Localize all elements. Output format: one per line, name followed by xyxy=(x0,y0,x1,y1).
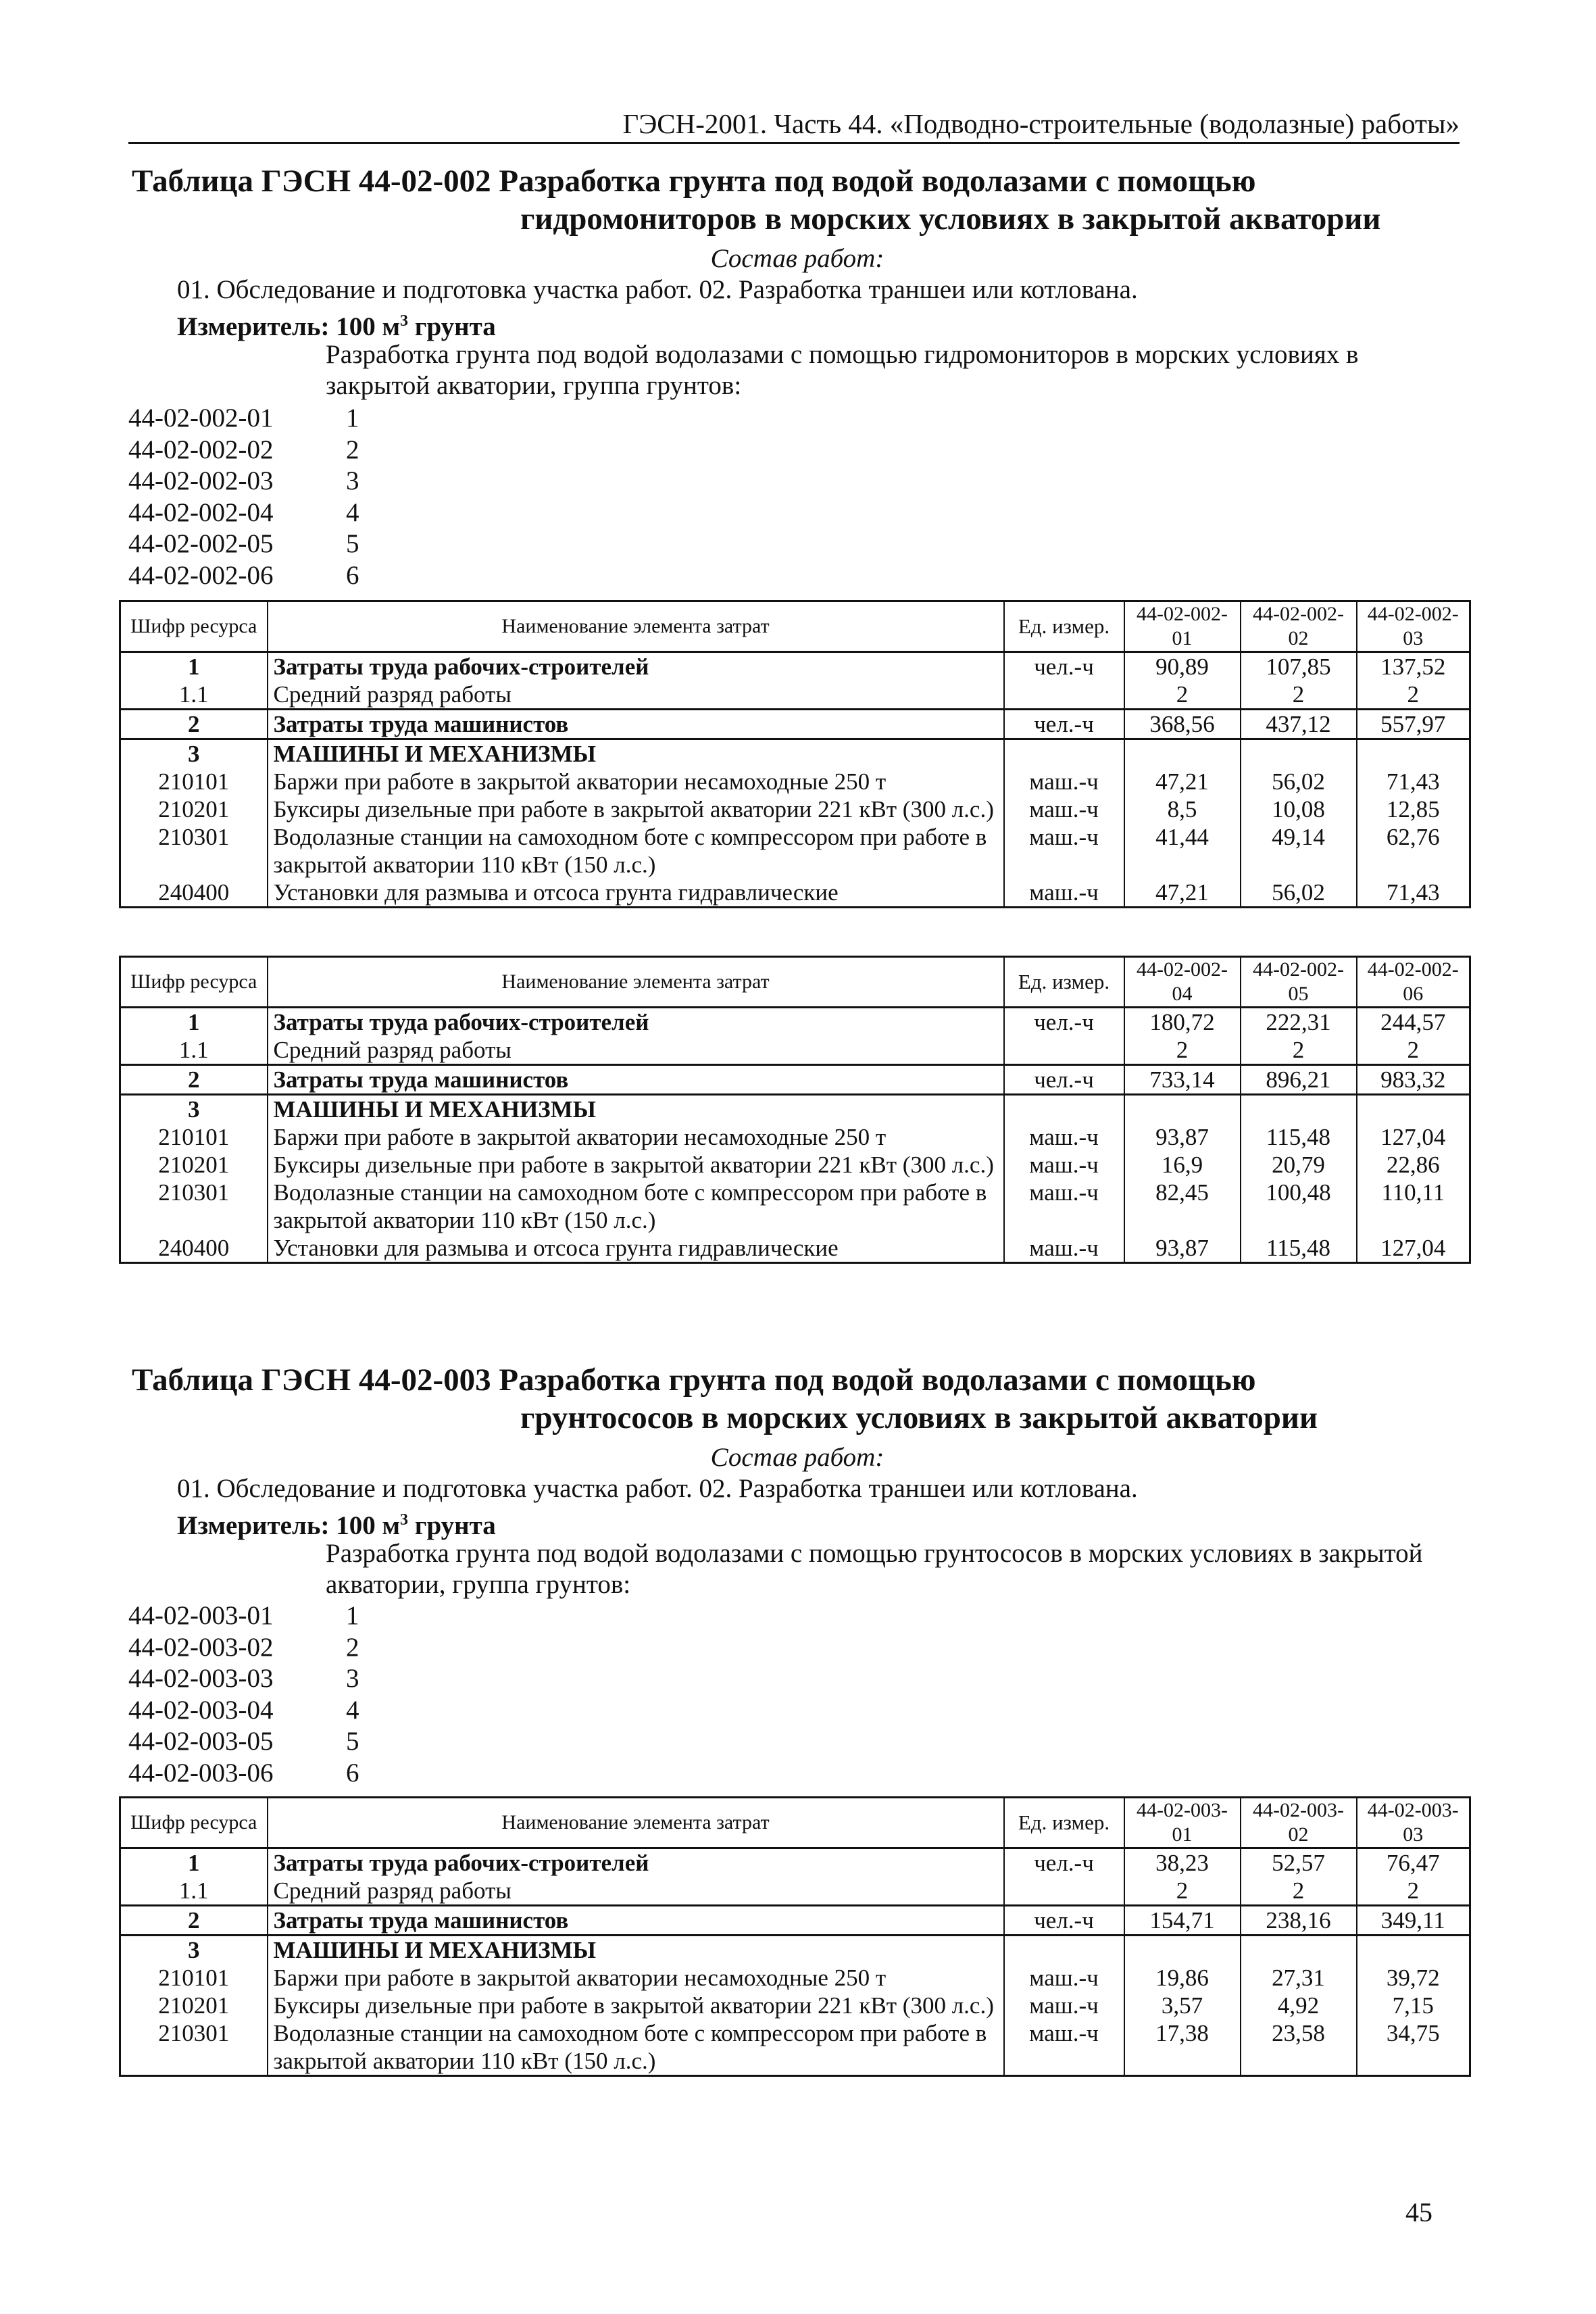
resource-value: 90,89 xyxy=(1124,652,1241,681)
resource-unit: маш.-ч xyxy=(1004,1151,1124,1179)
resource-code: 210201 xyxy=(120,795,268,823)
table-row xyxy=(120,1964,1470,1992)
resource-unit: чел.-ч xyxy=(1004,1848,1124,1877)
resource-value: 39,72 xyxy=(1357,1964,1470,1992)
resource-value: 222,31 xyxy=(1241,1008,1357,1037)
norm-code: 44-02-002-04 xyxy=(128,497,274,527)
table-row xyxy=(120,768,1470,795)
resource-value xyxy=(1241,1936,1357,1965)
table-row xyxy=(120,1065,1470,1095)
resource-value xyxy=(1241,739,1357,768)
measure-unit-sup: 3 xyxy=(400,312,409,330)
resource-name: Средний разряд работы xyxy=(268,1877,1004,1906)
column-header-name: Наименование элемента затрат xyxy=(268,1798,1004,1848)
table-row xyxy=(120,1179,1470,1234)
resource-name: Баржи при работе в закрытой акватории несамоходные 250 т xyxy=(268,1964,1004,1992)
resource-value xyxy=(1124,1936,1241,1965)
resource-unit xyxy=(1004,1036,1124,1065)
resource-value: 71,43 xyxy=(1357,879,1470,908)
resource-name: Затраты труда машинистов xyxy=(268,1065,1004,1095)
measure-unit-prefix: Измеритель: 100 м xyxy=(177,312,401,341)
resource-name: Баржи при работе в закрытой акватории несамоходные 250 т xyxy=(268,768,1004,795)
resource-value xyxy=(1241,1095,1357,1124)
soil-group: 5 xyxy=(346,529,359,558)
work-composition-label: Состав работ: xyxy=(710,244,884,273)
resource-value: 3,57 xyxy=(1124,1992,1241,2019)
resource-value: 2 xyxy=(1241,681,1357,710)
resource-name: Затраты труда машинистов xyxy=(268,1906,1004,1936)
norm-description: Разработка грунта под водой водолазами с помощью грунтососов в морских условиях в закрытой акватории, группа грунтов: xyxy=(326,1539,1423,1599)
resource-value: 82,45 xyxy=(1124,1179,1241,1234)
soil-group: 6 xyxy=(346,1758,359,1788)
column-header-code: Шифр ресурса xyxy=(120,1798,268,1848)
resource-value: 17,38 xyxy=(1124,2019,1241,2076)
resource-name: Водолазные станции на самоходном боте с компрессором при работе в закрытой акватории 110 кВт (150 л.с.) xyxy=(268,2019,1004,2076)
resource-name: Средний разряд работы xyxy=(268,1036,1004,1065)
resource-code: 1 xyxy=(120,1848,268,1877)
table-row xyxy=(120,795,1470,823)
norm-code: 44-02-003-06 xyxy=(128,1758,274,1788)
resource-value: 2 xyxy=(1357,1036,1470,1065)
resource-unit: маш.-ч xyxy=(1004,1234,1124,1263)
resource-value: 110,11 xyxy=(1357,1179,1470,1234)
table-row xyxy=(120,1906,1470,1936)
resource-code: 3 xyxy=(120,1095,268,1124)
table-header-row xyxy=(120,957,1470,1008)
resource-code: 210301 xyxy=(120,1179,268,1234)
resource-unit: маш.-ч xyxy=(1004,1179,1124,1234)
resource-unit: чел.-ч xyxy=(1004,710,1124,739)
norm-code: 44-02-002-03 xyxy=(128,466,274,495)
resource-value: 93,87 xyxy=(1124,1123,1241,1151)
measure-unit-sup: 3 xyxy=(400,1511,409,1529)
resource-value: 47,21 xyxy=(1124,768,1241,795)
resource-name: Буксиры дизельные при работе в закрытой акватории 221 кВт (300 л.с.) xyxy=(268,795,1004,823)
norm-code: 44-02-002-06 xyxy=(128,560,274,590)
norm-code-row xyxy=(128,1632,399,1664)
column-header-norm: 44-02-003-02 xyxy=(1241,1798,1357,1848)
resource-value: 2 xyxy=(1124,1036,1241,1065)
resource-code: 210301 xyxy=(120,2019,268,2076)
column-header-norm: 44-02-002-06 xyxy=(1357,957,1470,1008)
resource-code: 1.1 xyxy=(120,1877,268,1906)
resource-value: 27,31 xyxy=(1241,1964,1357,1992)
norm-description: Разработка грунта под водой водолазами с помощью гидромониторов в морских условиях в закрытой акватории, группа грунтов: xyxy=(326,340,1359,400)
column-header-name: Наименование элемента затрат xyxy=(268,957,1004,1008)
resource-name: Установки для размыва и отсоса грунта гидравлические xyxy=(268,1234,1004,1263)
resource-value: 34,75 xyxy=(1357,2019,1470,2076)
resource-name: Установки для размыва и отсоса грунта гидравлические xyxy=(268,879,1004,908)
resource-value: 2 xyxy=(1124,1877,1241,1906)
norm-code-row xyxy=(128,1726,399,1758)
resource-value: 127,04 xyxy=(1357,1123,1470,1151)
resource-value xyxy=(1357,739,1470,768)
norm-code-row xyxy=(128,1695,399,1727)
table-row xyxy=(120,823,1470,879)
resource-unit: чел.-ч xyxy=(1004,1906,1124,1936)
norm-code-list xyxy=(128,403,399,591)
table-row xyxy=(120,1095,1470,1124)
header-rule xyxy=(128,142,1460,144)
column-header-name: Наименование элемента затрат xyxy=(268,601,1004,652)
norm-code-row xyxy=(128,403,399,435)
resource-value: 62,76 xyxy=(1357,823,1470,879)
norm-code: 44-02-003-02 xyxy=(128,1632,274,1662)
column-header-unit: Ед. измер. xyxy=(1004,1798,1124,1848)
resource-value: 127,04 xyxy=(1357,1234,1470,1263)
resource-value: 38,23 xyxy=(1124,1848,1241,1877)
norm-code-row xyxy=(128,1600,399,1632)
table-row xyxy=(120,1008,1470,1037)
norm-code-row xyxy=(128,466,399,497)
resource-value: 8,5 xyxy=(1124,795,1241,823)
resource-value: 2 xyxy=(1241,1036,1357,1065)
table-row xyxy=(120,1936,1470,1965)
resource-value: 154,71 xyxy=(1124,1906,1241,1936)
resource-value: 2 xyxy=(1357,1877,1470,1906)
resource-value: 437,12 xyxy=(1241,710,1357,739)
resource-code: 1 xyxy=(120,652,268,681)
running-header: ГЭСН-2001. Часть 44. «Подводно-строительные (водолазные) работы» xyxy=(622,108,1460,139)
resource-value: 2 xyxy=(1357,681,1470,710)
resource-unit: чел.-ч xyxy=(1004,1008,1124,1037)
resource-value: 20,79 xyxy=(1241,1151,1357,1179)
table-row xyxy=(120,1992,1470,2019)
soil-group: 2 xyxy=(346,1632,359,1662)
resource-value: 349,11 xyxy=(1357,1906,1470,1936)
table-header-row xyxy=(120,601,1470,652)
resource-code: 1 xyxy=(120,1008,268,1037)
norm-code-row xyxy=(128,528,399,560)
resource-name: Буксиры дизельные при работе в закрытой акватории 221 кВт (300 л.с.) xyxy=(268,1151,1004,1179)
resource-value: 56,02 xyxy=(1241,879,1357,908)
table-row xyxy=(120,1234,1470,1263)
resource-code: 3 xyxy=(120,739,268,768)
resource-value: 12,85 xyxy=(1357,795,1470,823)
soil-group: 4 xyxy=(346,1695,359,1725)
resource-code: 1.1 xyxy=(120,681,268,710)
resource-value: 107,85 xyxy=(1241,652,1357,681)
resource-value: 2 xyxy=(1124,681,1241,710)
resource-code: 210101 xyxy=(120,1964,268,1992)
resource-name: МАШИНЫ И МЕХАНИЗМЫ xyxy=(268,1095,1004,1124)
resource-table xyxy=(119,600,1471,908)
resource-unit xyxy=(1004,1877,1124,1906)
measure-unit-suffix: грунта xyxy=(408,1511,496,1540)
norm-code: 44-02-003-01 xyxy=(128,1601,274,1630)
measure-unit xyxy=(177,1504,496,1542)
resource-value: 10,08 xyxy=(1241,795,1357,823)
resource-value: 52,57 xyxy=(1241,1848,1357,1877)
resource-code: 210201 xyxy=(120,1992,268,2019)
table-row xyxy=(120,1877,1470,1906)
table-row xyxy=(120,681,1470,710)
table-row xyxy=(120,1151,1470,1179)
work-composition-text: 01. Обследование и подготовка участка работ. 02. Разработка траншеи или котлована. xyxy=(177,275,1138,304)
resource-code: 210301 xyxy=(120,823,268,879)
resource-unit xyxy=(1004,681,1124,710)
resource-unit: чел.-ч xyxy=(1004,1065,1124,1095)
resource-value: 71,43 xyxy=(1357,768,1470,795)
resource-value: 115,48 xyxy=(1241,1234,1357,1263)
column-header-norm: 44-02-002-03 xyxy=(1357,601,1470,652)
resource-value: 115,48 xyxy=(1241,1123,1357,1151)
table-header-row xyxy=(120,1798,1470,1848)
resource-unit: чел.-ч xyxy=(1004,652,1124,681)
resource-name: МАШИНЫ И МЕХАНИЗМЫ xyxy=(268,1936,1004,1965)
resource-unit xyxy=(1004,739,1124,768)
soil-group: 1 xyxy=(346,1601,359,1630)
resource-unit: маш.-ч xyxy=(1004,1964,1124,1992)
resource-value: 93,87 xyxy=(1124,1234,1241,1263)
resource-code: 240400 xyxy=(120,879,268,908)
soil-group: 6 xyxy=(346,560,359,590)
measure-unit-suffix: грунта xyxy=(408,312,496,341)
norm-code: 44-02-002-01 xyxy=(128,403,274,433)
resource-value: 733,14 xyxy=(1124,1065,1241,1095)
resource-name: Средний разряд работы xyxy=(268,681,1004,710)
resource-value: 244,57 xyxy=(1357,1008,1470,1037)
table-row xyxy=(120,710,1470,739)
resource-value xyxy=(1124,739,1241,768)
section-title xyxy=(132,162,1483,238)
resource-value: 180,72 xyxy=(1124,1008,1241,1037)
resource-unit: маш.-ч xyxy=(1004,1123,1124,1151)
resource-code: 3 xyxy=(120,1936,268,1965)
resource-code: 2 xyxy=(120,1906,268,1936)
section-title-line2: гидромониторов в морских условиях в закрытой акватории xyxy=(520,201,1381,237)
measure-unit xyxy=(177,305,496,343)
soil-group: 5 xyxy=(346,1727,359,1756)
column-header-code: Шифр ресурса xyxy=(120,957,268,1008)
resource-value xyxy=(1124,1095,1241,1124)
norm-code-row xyxy=(128,1758,399,1790)
resource-value: 41,44 xyxy=(1124,823,1241,879)
table-row xyxy=(120,652,1470,681)
soil-group: 3 xyxy=(346,466,359,495)
column-header-norm: 44-02-003-01 xyxy=(1124,1798,1241,1848)
section-title xyxy=(132,1361,1483,1437)
column-header-norm: 44-02-002-04 xyxy=(1124,957,1241,1008)
page-number: 45 xyxy=(1405,2197,1432,2227)
column-header-code: Шифр ресурса xyxy=(120,601,268,652)
resource-value: 557,97 xyxy=(1357,710,1470,739)
resource-unit: маш.-ч xyxy=(1004,823,1124,879)
resource-code: 210201 xyxy=(120,1151,268,1179)
section-title-line2: грунтососов в морских условиях в закрытой акватории xyxy=(520,1400,1318,1435)
column-header-norm: 44-02-002-01 xyxy=(1124,601,1241,652)
resource-value xyxy=(1357,1095,1470,1124)
resource-value: 16,9 xyxy=(1124,1151,1241,1179)
column-header-unit: Ед. измер. xyxy=(1004,957,1124,1008)
resource-value: 19,86 xyxy=(1124,1964,1241,1992)
resource-value: 47,21 xyxy=(1124,879,1241,908)
resource-value: 896,21 xyxy=(1241,1065,1357,1095)
resource-unit: маш.-ч xyxy=(1004,768,1124,795)
work-composition-text: 01. Обследование и подготовка участка работ. 02. Разработка траншеи или котлована. xyxy=(177,1474,1138,1503)
resource-unit: маш.-ч xyxy=(1004,879,1124,908)
resource-name: Затраты труда рабочих-строителей xyxy=(268,652,1004,681)
table-row xyxy=(120,1036,1470,1065)
resource-value: 23,58 xyxy=(1241,2019,1357,2076)
resource-code: 210101 xyxy=(120,768,268,795)
soil-group: 2 xyxy=(346,435,359,464)
measure-unit-prefix: Измеритель: 100 м xyxy=(177,1511,401,1540)
resource-name: Баржи при работе в закрытой акватории несамоходные 250 т xyxy=(268,1123,1004,1151)
soil-group: 1 xyxy=(346,403,359,433)
resource-code: 1.1 xyxy=(120,1036,268,1065)
resource-value: 56,02 xyxy=(1241,768,1357,795)
resource-value: 238,16 xyxy=(1241,1906,1357,1936)
resource-code: 2 xyxy=(120,1065,268,1095)
resource-unit: маш.-ч xyxy=(1004,2019,1124,2076)
norm-code-row xyxy=(128,435,399,466)
resource-code: 240400 xyxy=(120,1234,268,1263)
soil-group: 3 xyxy=(346,1664,359,1693)
resource-unit xyxy=(1004,1095,1124,1124)
norm-code-row xyxy=(128,497,399,529)
resource-table xyxy=(119,1796,1471,2077)
column-header-norm: 44-02-002-02 xyxy=(1241,601,1357,652)
section-title-line1: Таблица ГЭСН 44-02-002 Разработка грунта под водой водолазами с помощью xyxy=(132,164,1256,199)
resource-table xyxy=(119,956,1471,1264)
table-row xyxy=(120,1123,1470,1151)
resource-name: Водолазные станции на самоходном боте с компрессором при работе в закрытой акватории 110 кВт (150 л.с.) xyxy=(268,1179,1004,1234)
resource-name: Затраты труда рабочих-строителей xyxy=(268,1848,1004,1877)
resource-unit: маш.-ч xyxy=(1004,1992,1124,2019)
norm-code: 44-02-003-04 xyxy=(128,1695,274,1725)
resource-value: 137,52 xyxy=(1357,652,1470,681)
resource-code: 2 xyxy=(120,710,268,739)
resource-unit: маш.-ч xyxy=(1004,795,1124,823)
resource-name: Затраты труда машинистов xyxy=(268,710,1004,739)
soil-group: 4 xyxy=(346,497,359,527)
table-row xyxy=(120,2019,1470,2076)
norm-code: 44-02-003-05 xyxy=(128,1727,274,1756)
column-header-norm: 44-02-002-05 xyxy=(1241,957,1357,1008)
resource-code: 210101 xyxy=(120,1123,268,1151)
resource-value: 2 xyxy=(1241,1877,1357,1906)
norm-code-list xyxy=(128,1600,399,1789)
resource-value: 76,47 xyxy=(1357,1848,1470,1877)
resource-value xyxy=(1357,1936,1470,1965)
resource-name: Затраты труда рабочих-строителей xyxy=(268,1008,1004,1037)
norm-code: 44-02-002-05 xyxy=(128,529,274,558)
table-row xyxy=(120,1848,1470,1877)
table-row xyxy=(120,879,1470,908)
resource-value: 22,86 xyxy=(1357,1151,1470,1179)
table-row xyxy=(120,739,1470,768)
resource-name: Водолазные станции на самоходном боте с компрессором при работе в закрытой акватории 110 кВт (150 л.с.) xyxy=(268,823,1004,879)
work-composition-label: Состав работ: xyxy=(710,1443,884,1472)
norm-code-row xyxy=(128,1663,399,1695)
column-header-norm: 44-02-003-03 xyxy=(1357,1798,1470,1848)
resource-value: 4,92 xyxy=(1241,1992,1357,2019)
resource-name: Буксиры дизельные при работе в закрытой акватории 221 кВт (300 л.с.) xyxy=(268,1992,1004,2019)
column-header-unit: Ед. измер. xyxy=(1004,601,1124,652)
norm-code-row xyxy=(128,560,399,592)
resource-value: 49,14 xyxy=(1241,823,1357,879)
norm-code: 44-02-003-03 xyxy=(128,1664,274,1693)
resource-value: 983,32 xyxy=(1357,1065,1470,1095)
resource-unit xyxy=(1004,1936,1124,1965)
resource-value: 100,48 xyxy=(1241,1179,1357,1234)
resource-value: 368,56 xyxy=(1124,710,1241,739)
section-title-line1: Таблица ГЭСН 44-02-003 Разработка грунта под водой водолазами с помощью xyxy=(132,1362,1256,1398)
resource-value: 7,15 xyxy=(1357,1992,1470,2019)
norm-code: 44-02-002-02 xyxy=(128,435,274,464)
resource-name: МАШИНЫ И МЕХАНИЗМЫ xyxy=(268,739,1004,768)
